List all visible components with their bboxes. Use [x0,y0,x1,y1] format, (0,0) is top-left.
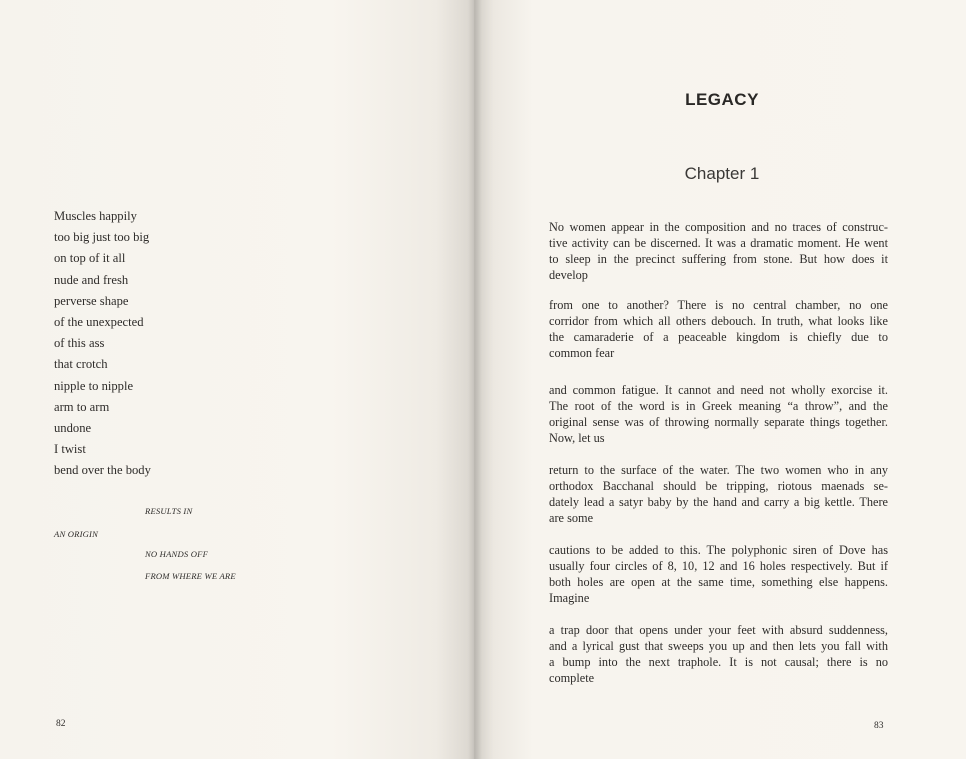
text-line: complete [549,671,595,686]
text-line: the camaraderie of a peaceable kingdom is chiefly due to [549,330,888,345]
poem-line: on top of it all [54,251,126,266]
paragraph [549,462,888,526]
poem-line: that crotch [54,357,108,372]
text-line: cautions to be added to this. The polyphonic siren of Dove has [549,543,888,557]
text-line: The root of the word is in Greek meaning “a throw”, and the [549,399,888,414]
poem [54,206,151,481]
page-number-right: 83 [874,721,884,731]
caption-no-hands-off: NO HANDS OFF [145,549,209,559]
text-line: develop [549,268,588,283]
poem-line: of this ass [54,336,105,351]
caption-results-in: RESULTS IN [145,506,193,516]
caption-an-origin: AN ORIGIN [54,529,99,539]
caption-from-where-we-are: FROM WHERE WE ARE [145,571,236,581]
text-line: from one to another? There is no central chamber, no one [549,298,888,312]
text-line: orthodox Bacchanal should be tripping, riotous maenads se- [549,479,888,494]
paragraph [549,382,888,446]
text-line: and a lyrical gust that sweeps you up and then lets you fall with [549,639,888,654]
text-line: corridor from which all others debouch. In truth, what looks like [549,314,888,329]
poem-line: perverse shape [54,293,129,308]
text-line: dately lead a satyr baby by the hand and carry a big kettle. There [549,495,888,510]
poem-line: nipple to nipple [54,378,134,393]
paragraph [549,219,888,283]
text-line: a bump into the next traphole. It is not causal; there is no [549,655,888,670]
text-line: both holes are open at the same time, something else happens. [549,575,888,590]
text-line: a trap door that opens under your feet with absurd suddenness, [549,623,888,637]
book-title: LEGACY [685,90,759,109]
chapter-heading: Chapter 1 [684,164,760,183]
text-line: No women appear in the composition and no traces of construc- [549,220,888,234]
poem-line: bend over the body [54,463,151,478]
poem-line: I twist [54,442,86,457]
text-line: original sense was of throwing normally separate things together. [549,415,888,430]
page-number-left: 82 [56,719,66,729]
text-line: are some [549,511,594,526]
text-line: and common fatigue. It cannot and need not wholly exorcise it. [549,383,888,397]
poem-line: arm to arm [54,399,110,414]
text-line: tive activity can be discerned. It was a dramatic moment. He went [549,236,888,251]
poem-line: undone [54,420,92,435]
paragraph [549,542,888,606]
paragraph [549,297,888,361]
text-line: Imagine [549,591,590,606]
poem-line: Muscles happily [54,209,137,223]
text-line: to sleep in the precinct suffering from stone. But how does it [549,252,888,267]
poem-line: of the unexpected [54,314,144,329]
text-line: common fear [549,346,615,361]
text-line: Now, let us [549,431,605,446]
text-line: return to the surface of the water. The two women who in any [549,463,888,477]
paragraph [549,622,888,686]
poem-line: too big just too big [54,230,150,245]
poem-line: nude and fresh [54,272,129,287]
book-gutter [468,0,482,759]
text-line: usually four circles of 8, 10, 12 and 16 holes respectively. But if [549,559,888,574]
